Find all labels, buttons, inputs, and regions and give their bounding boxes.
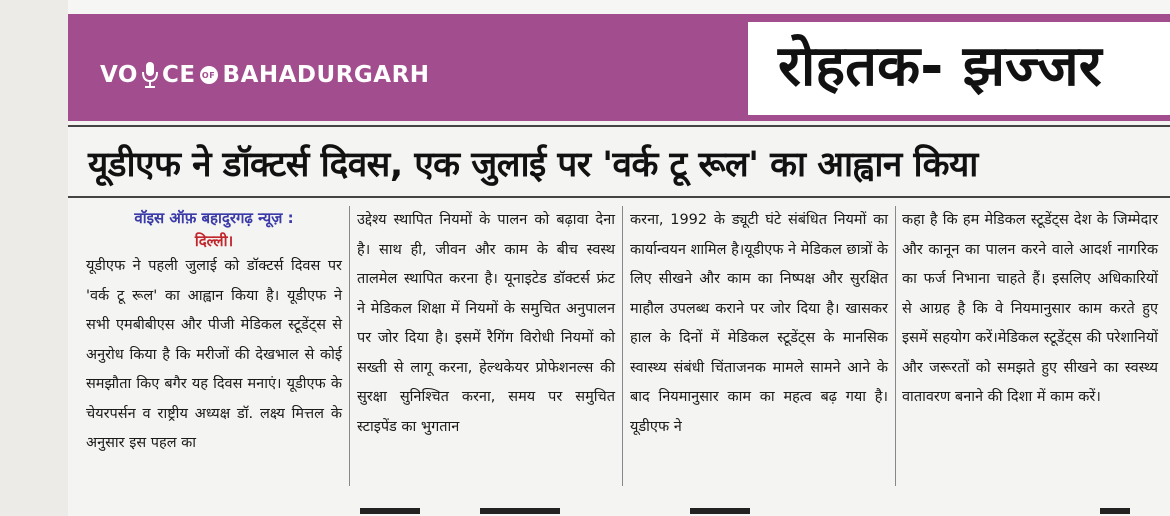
column-3-text: करना, 1992 के ड्यूटी घंटे संबंधित नियमों का कार्यान्वयन शामिल है।यूडीएफ ने मेडिकल छात्रों के लिए सीखने और काम का निष्पक्ष और सुरक्षित माहौल उपलब्ध कराने पर जोर दिया है। खासकर हाल के दिनों में मेडिकल स्टूडेंट्स के मानसिक स्वास्थ्य संबंधी चिंताजनक मामले सामने आने के बाद नियमानुसार काम का महत्व बढ़ गया है। यूडीएफ ने (630, 212, 888, 435)
column-divider (349, 206, 350, 486)
column-2-text: उद्देश्य स्थापित नियमों के पालन को बढ़ावा देना है। साथ ही, जीवन और काम के बीच स्वस्थ तालमेल स्थापित करना है। यूनाइटेड डॉक्टर्स फ्रंट ने मेडिकल शिक्षा में नियमों के समुचित अनुपालन पर जोर दिया है। इसमें रैगिंग विरोधी नियमों को सख्ती से लागू करना, हेल्थकेयर प्रोफेशनल्स की सुरक्षा सुनिश्चित करना, समय पर समुचित स्टाइपेंड का भुगतान (357, 212, 615, 435)
next-article-fragment (360, 504, 1140, 516)
column-divider (895, 206, 896, 486)
city-title-box (748, 22, 1170, 115)
brand-of-badge: OF (200, 66, 218, 84)
cut-off-glyph (690, 508, 750, 514)
page-top-margin (68, 0, 1170, 14)
cut-off-glyph (1100, 508, 1130, 514)
byline: वॉइस ऑफ़ बहादुरगढ़ न्यूज़ : (134, 209, 294, 227)
article-headline: यूडीएफ ने डॉक्टर्स दिवस, एक जुलाई पर 'वर्क टू रूल' का आह्वान किया (88, 145, 978, 185)
city-title: रोहतक- झज्जर (778, 34, 1102, 99)
column-4-text: कहा है कि हम मेडिकल स्टूडेंट्स देश के जिम्मेदार और कानून का पालन करने वाले आदर्श नागरिक का फर्ज निभाना चाहते हैं। इसलिए अधिकारियों से आग्रह है कि वे नियमानुसार काम करते हुए इसमें सहयोग करें।मेडिकल स्टूडेंट्स की परेशानियों और जरूरतों को समझते हुए सीखने का स्वस्थ्य वातावरण बनाने की दिशा में काम करें। (902, 212, 1158, 405)
page-edge (0, 0, 68, 516)
dateline-place: दिल्ली। (194, 232, 234, 250)
article-column-2 (357, 206, 615, 442)
brand-text-bahadurgarh: BAHADURGARH (222, 62, 430, 88)
brand-logo (100, 60, 430, 90)
masthead-banner (68, 14, 1170, 121)
masthead-rule (68, 125, 1170, 127)
article-column-3 (630, 206, 888, 442)
cut-off-glyph (360, 508, 420, 514)
cut-off-glyph (480, 508, 560, 514)
article-column-4 (902, 206, 1158, 413)
brand-text-vo: VO (100, 62, 138, 88)
headline-rule (68, 196, 1170, 198)
microphone-icon (139, 60, 161, 90)
brand-text-ce: CE (161, 62, 196, 88)
article-column-1 (86, 206, 342, 459)
column-divider (622, 206, 623, 486)
column-1-text: यूडीएफ ने पहली जुलाई को डॉक्टर्स दिवस पर 'वर्क टू रूल' का आह्वान किया है। यूडीएफ ने सभी एमबीबीएस और पीजी मेडिकल स्टूडेंट्स से अनुरोध किया है कि मरीजों की देखभाल से कोई समझौता किए बगैर यह दिवस मनाएं। यूडीएफ के चेयरपर्सन व राष्ट्रीय अध्यक्ष डॉ. लक्ष्य मित्तल के अनुसार इस पहल का (86, 258, 342, 451)
